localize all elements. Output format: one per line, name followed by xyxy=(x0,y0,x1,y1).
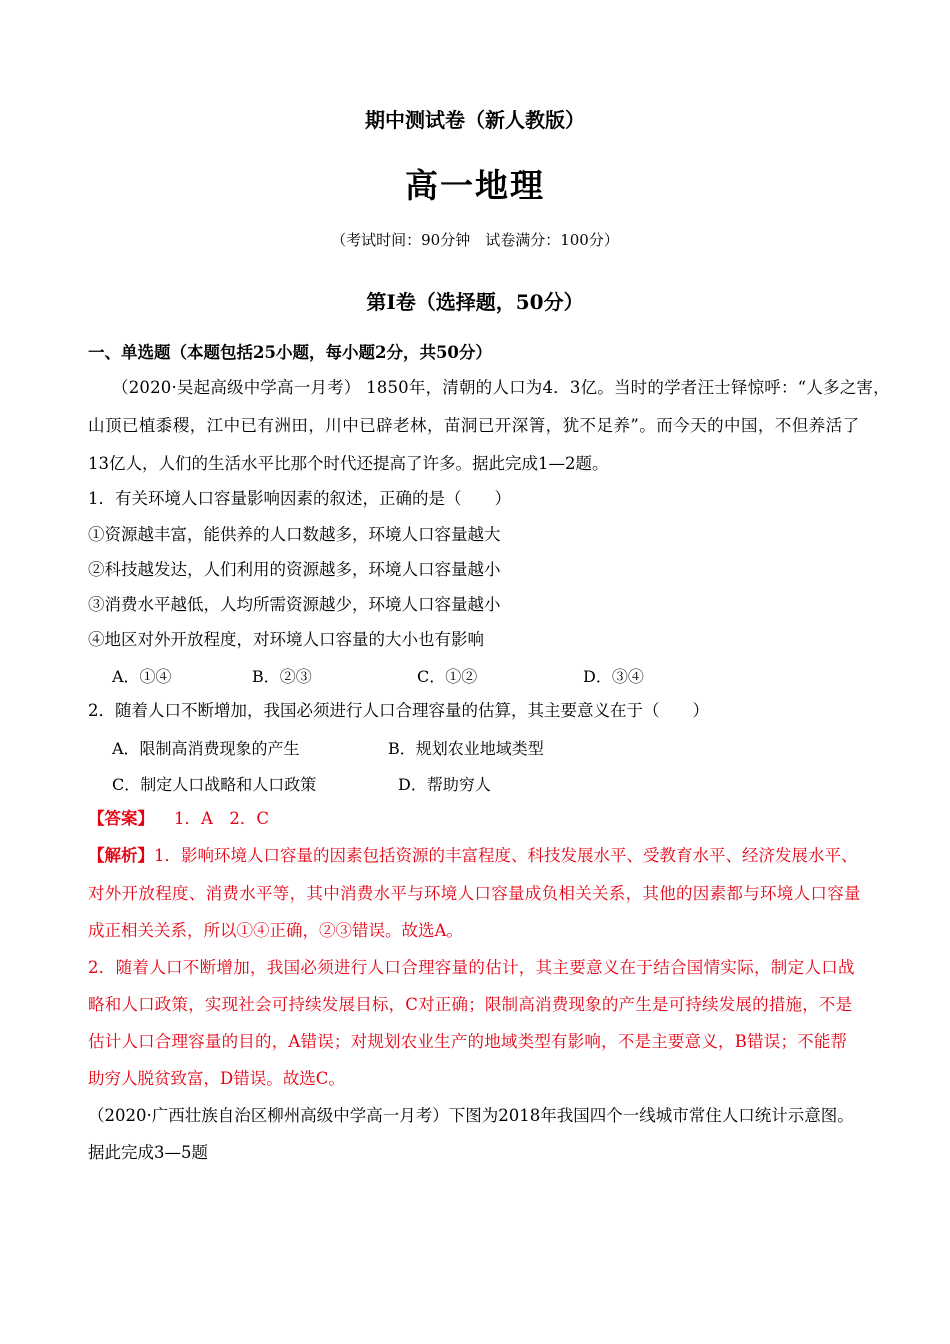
analysis-line: 2．随着人口不断增加，我国必须进行人口合理容量的估计，其主要意义在于结合国情实际，制定人口战 xyxy=(88,958,855,977)
passage1-line: （2020·吴起高级中学高一月考） 1850年，清朝的人口为4．3亿。当时的学者汪士铎惊呼：“人多之害， xyxy=(112,378,890,397)
q1-statement: ①资源越丰富，能供养的人口数越多，环境人口容量越大 xyxy=(88,525,501,544)
analysis-line: 助穷人脱贫致富，D错误。故选C。 xyxy=(88,1069,345,1088)
passage2-line: （2020·广西壮族自治区柳州高级中学高一月考）下图为2018年我国四个一线城市常住人口统计示意图。 xyxy=(88,1106,854,1125)
answer-label: 【答案】 xyxy=(88,809,154,828)
q2-option-b: B．规划农业地域类型 xyxy=(388,739,544,758)
analysis-line: 估计人口合理容量的目的，A错误；对规划农业生产的地域类型有影响，不是主要意义，B错误；不能帮 xyxy=(88,1032,848,1051)
q1-option-d: D．③④ xyxy=(583,667,644,686)
q1-statement: ③消费水平越低，人均所需资源越少，环境人口容量越小 xyxy=(88,595,501,614)
answer-line xyxy=(88,808,269,830)
q1-option-c: C．①② xyxy=(417,667,478,686)
analysis-label: 【解析】 xyxy=(88,846,154,865)
exam-title: 期中测试卷（新人教版） xyxy=(365,108,585,132)
analysis-line: 成正相关关系，所以①④正确，②③错误。故选A。 xyxy=(88,921,463,940)
analysis-line xyxy=(88,845,858,867)
passage1-line: 13亿人，人们的生活水平比那个时代还提高了许多。据此完成1—2题。 xyxy=(88,454,609,473)
answer-text: 1．A 2．C xyxy=(174,809,270,828)
analysis-line: 对外开放程度、消费水平等，其中消费水平与环境人口容量成负相关关系，其他的因素都与环境人口容量 xyxy=(88,884,861,903)
analysis-first-line: 1．影响环境人口容量的因素包括资源的丰富程度、科技发展水平、受教育水平、经济发展水平、 xyxy=(154,846,858,865)
part-title: 第Ⅰ卷（选择题，50分） xyxy=(366,290,584,314)
question-1-stem: 1．有关环境人口容量影响因素的叙述，正确的是（ ） xyxy=(88,489,511,508)
question-2-stem: 2．随着人口不断增加，我国必须进行人口合理容量的估算，其主要意义在于（ ） xyxy=(88,701,709,720)
q1-statement: ④地区对外开放程度，对环境人口容量的大小也有影响 xyxy=(88,630,484,649)
q2-option-a: A．限制高消费现象的产生 xyxy=(112,739,300,758)
exam-info: （考试时间：90分钟 试卷满分：100分） xyxy=(331,231,619,249)
section-title: 一、单选题（本题包括25小题，每小题2分，共50分） xyxy=(88,343,492,362)
q1-option-a: A．①④ xyxy=(112,667,172,686)
q2-option-c: C．制定人口战略和人口政策 xyxy=(112,775,317,794)
q1-option-b: B．②③ xyxy=(252,667,312,686)
q1-statement: ②科技越发达，人们利用的资源越多，环境人口容量越小 xyxy=(88,560,501,579)
subject-title: 高一地理 xyxy=(405,166,545,205)
q2-option-d: D．帮助穷人 xyxy=(398,775,491,794)
passage1-line: 山顶已植黍稷，江中已有洲田，川中已辟老林，苗洞已开深箐，犹不足养”。而今天的中国，不但养活了 xyxy=(88,416,860,435)
passage2-line: 据此完成3—5题 xyxy=(88,1143,208,1162)
analysis-line: 略和人口政策，实现社会可持续发展目标，C对正确；限制高消费现象的产生是可持续发展的措施，不是 xyxy=(88,995,853,1014)
